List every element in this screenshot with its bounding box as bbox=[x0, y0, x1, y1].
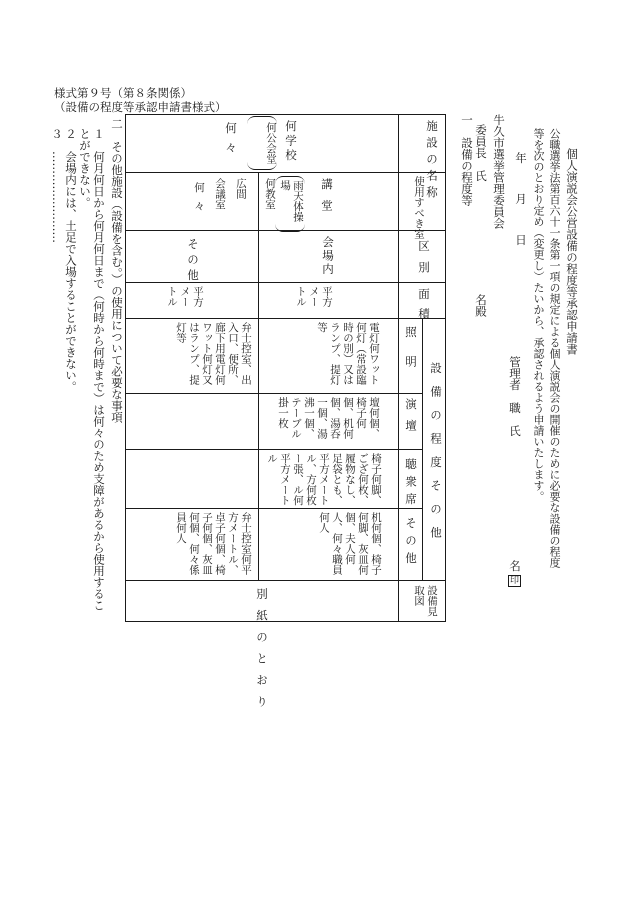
seal-mark: 印 bbox=[509, 576, 519, 586]
venue-category: 会場内 bbox=[321, 236, 335, 277]
venue-lighting: 電灯何ワット何灯（常設臨時の別）又はランプ、提灯等 bbox=[316, 322, 380, 385]
application-body-line1: 公職選挙法第百六十一条第一項の規定による個人演説会の開催のために必要な設備の程度 bbox=[548, 128, 561, 568]
room-auditorium: 講堂 bbox=[320, 178, 334, 221]
other-room-other: 何々 bbox=[193, 182, 205, 219]
facility-public-hall: 何公会堂 bbox=[265, 122, 277, 164]
venue-audience: 椅子何脚、ござ何枚、履物なし、足袋とも、平方メートル、方何枚ー張、ル何平方メートル bbox=[266, 453, 382, 506]
other-other: 弁士控室何平方メートル、卓子何個、椅子何個、灰皿何個、何々係員何人 bbox=[175, 512, 252, 575]
application-date: 年 月 日 bbox=[514, 152, 528, 255]
note-1b: とができない。 bbox=[78, 128, 92, 209]
addressee-line1: 牛久市選挙管理委員会 bbox=[492, 114, 506, 229]
note-3: ３ …………………… bbox=[50, 128, 64, 243]
section-1-label: 一 設備の程度等 bbox=[460, 114, 474, 206]
venue-platform: 壇何個、椅子何個、机何個、湯呑一個、湯沸一個、テーブル掛一枚 bbox=[277, 397, 380, 439]
venue-area-unit: 平方メートル bbox=[295, 286, 333, 307]
room-rain-gym: 雨天体操場 bbox=[279, 180, 304, 222]
other-lighting: 弁士控室、出入口、便所、廊下用電灯何ワット何灯又はランプ、提灯等 bbox=[175, 322, 252, 385]
header-figure: 設備見取図 bbox=[413, 585, 438, 617]
manager-name-char: 名 bbox=[508, 560, 522, 572]
form-number: 様式第９号（第８条関係） bbox=[54, 86, 192, 100]
addressee-line2: 委員長 氏 bbox=[474, 124, 488, 182]
facility-other-name: 何々 bbox=[224, 122, 238, 161]
header-category: 区別 bbox=[417, 240, 431, 283]
header-platform: 演壇 bbox=[404, 398, 418, 441]
header-equipment-group: 設備の程度その他 bbox=[429, 362, 443, 550]
venue-other: 机何個、椅子何脚、灰皿何個、夫人何人、何々職員何人 bbox=[318, 512, 382, 575]
header-facility-name: 施設の名称 bbox=[425, 120, 439, 203]
application-title: 個人演説会公営設備の程度等承認申請書 bbox=[565, 148, 579, 355]
other-category: その他 bbox=[186, 238, 200, 285]
figure-note: 別紙のとおり bbox=[255, 588, 269, 717]
other-room-hall: 広間 bbox=[235, 178, 247, 199]
other-audience bbox=[140, 453, 240, 506]
form-subtitle: （設備の程度等承認申請書様式） bbox=[54, 100, 227, 114]
header-room: 使用すべき室 bbox=[413, 176, 425, 239]
other-platform bbox=[140, 397, 240, 447]
other-area-unit: 平方メートル bbox=[166, 286, 204, 307]
other-room-meeting: 会議室 bbox=[214, 178, 226, 210]
header-other: その他 bbox=[404, 517, 418, 570]
addressee-honorific: 名殿 bbox=[474, 294, 488, 317]
application-body-line2: 等を次のとおり定め（変更し）たいから、承認されるよう申請いたします。 bbox=[532, 128, 545, 502]
header-audience: 聴衆席 bbox=[404, 458, 418, 511]
facility-school: 何学校 bbox=[284, 120, 298, 164]
header-lighting: 照明 bbox=[404, 326, 418, 385]
room-classroom: 何教室 bbox=[264, 178, 276, 210]
note-1a: １ 何月何日から何月何日まで（何時から何時まで）は何々のため支障があるから使用するこ bbox=[92, 128, 106, 611]
header-area: 面積 bbox=[417, 288, 431, 327]
section-2-label: 二 その他施設（設備を含む。）の使用について必要な事項 bbox=[110, 118, 124, 423]
manager-label: 管理者 職 氏 bbox=[508, 356, 522, 437]
note-2: ２ 会場内には、土足で入場することができない。 bbox=[64, 128, 78, 393]
